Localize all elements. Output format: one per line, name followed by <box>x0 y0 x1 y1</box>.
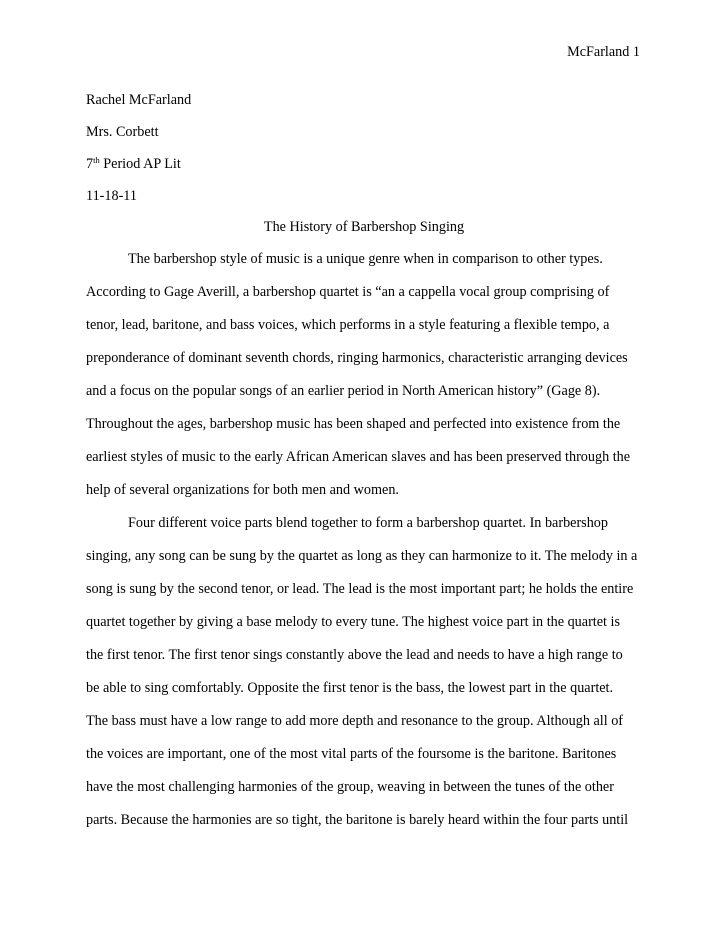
class-period-number: 7 <box>86 156 94 172</box>
body-line: Throughout the ages, barbershop music has been shaped and perfected into existence from the <box>86 416 621 432</box>
body-line: song is sung by the second tenor, or lead. The lead is the most important part; he holds the entire <box>86 581 634 597</box>
body-line: the voices are important, one of the most vital parts of the foursome is the baritone. Baritones <box>86 746 617 762</box>
class-period-course: Period AP Lit <box>99 156 181 172</box>
body-line: Four different voice parts blend together to form a barbershop quartet. In barbershop <box>128 515 608 531</box>
body-line: parts. Because the harmonies are so tight, the baritone is barely heard within the four parts until <box>86 812 629 828</box>
body-line: have the most challenging harmonies of the group, weaving in between the tunes of the other <box>86 779 614 795</box>
body-line: tenor, lead, baritone, and bass voices, which performs in a style featuring a flexible tempo, a <box>86 317 610 333</box>
body-line: According to Gage Averill, a barbershop quartet is “an a cappella vocal group comprising of <box>86 284 610 300</box>
class-period <box>86 156 181 173</box>
teacher-name: Mrs. Corbett <box>86 124 159 140</box>
body-line: the first tenor. The first tenor sings constantly above the lead and needs to have a high range to <box>86 647 623 663</box>
essay-date: 11-18-11 <box>86 188 137 204</box>
body-line: help of several organizations for both men and women. <box>86 482 399 498</box>
body-line: be able to sing comfortably. Opposite the first tenor is the bass, the lowest part in the quartet. <box>86 680 614 696</box>
body-line: quartet together by giving a base melody to every tune. The highest voice part in the quartet is <box>86 614 620 630</box>
essay-title: The History of Barbershop Singing <box>263 219 465 235</box>
body-line: preponderance of dominant seventh chords, ringing harmonics, characteristic arranging devices <box>86 350 628 366</box>
body-line: The bass must have a low range to add more depth and resonance to the group. Although all of <box>86 713 624 729</box>
body-line: singing, any song can be sung by the quartet as long as they can harmonize to it. The melody in a <box>86 548 638 564</box>
class-period-ordinal: th <box>93 155 100 165</box>
body-line: earliest styles of music to the early African American slaves and has been preserved through the <box>86 449 631 465</box>
body-line: The barbershop style of music is a unique genre when in comparison to other types. <box>128 251 603 267</box>
running-head: McFarland 1 <box>567 44 640 60</box>
body-line: and a focus on the popular songs of an earlier period in North American history” (Gage 8). <box>86 383 601 399</box>
student-name: Rachel McFarland <box>86 92 192 108</box>
